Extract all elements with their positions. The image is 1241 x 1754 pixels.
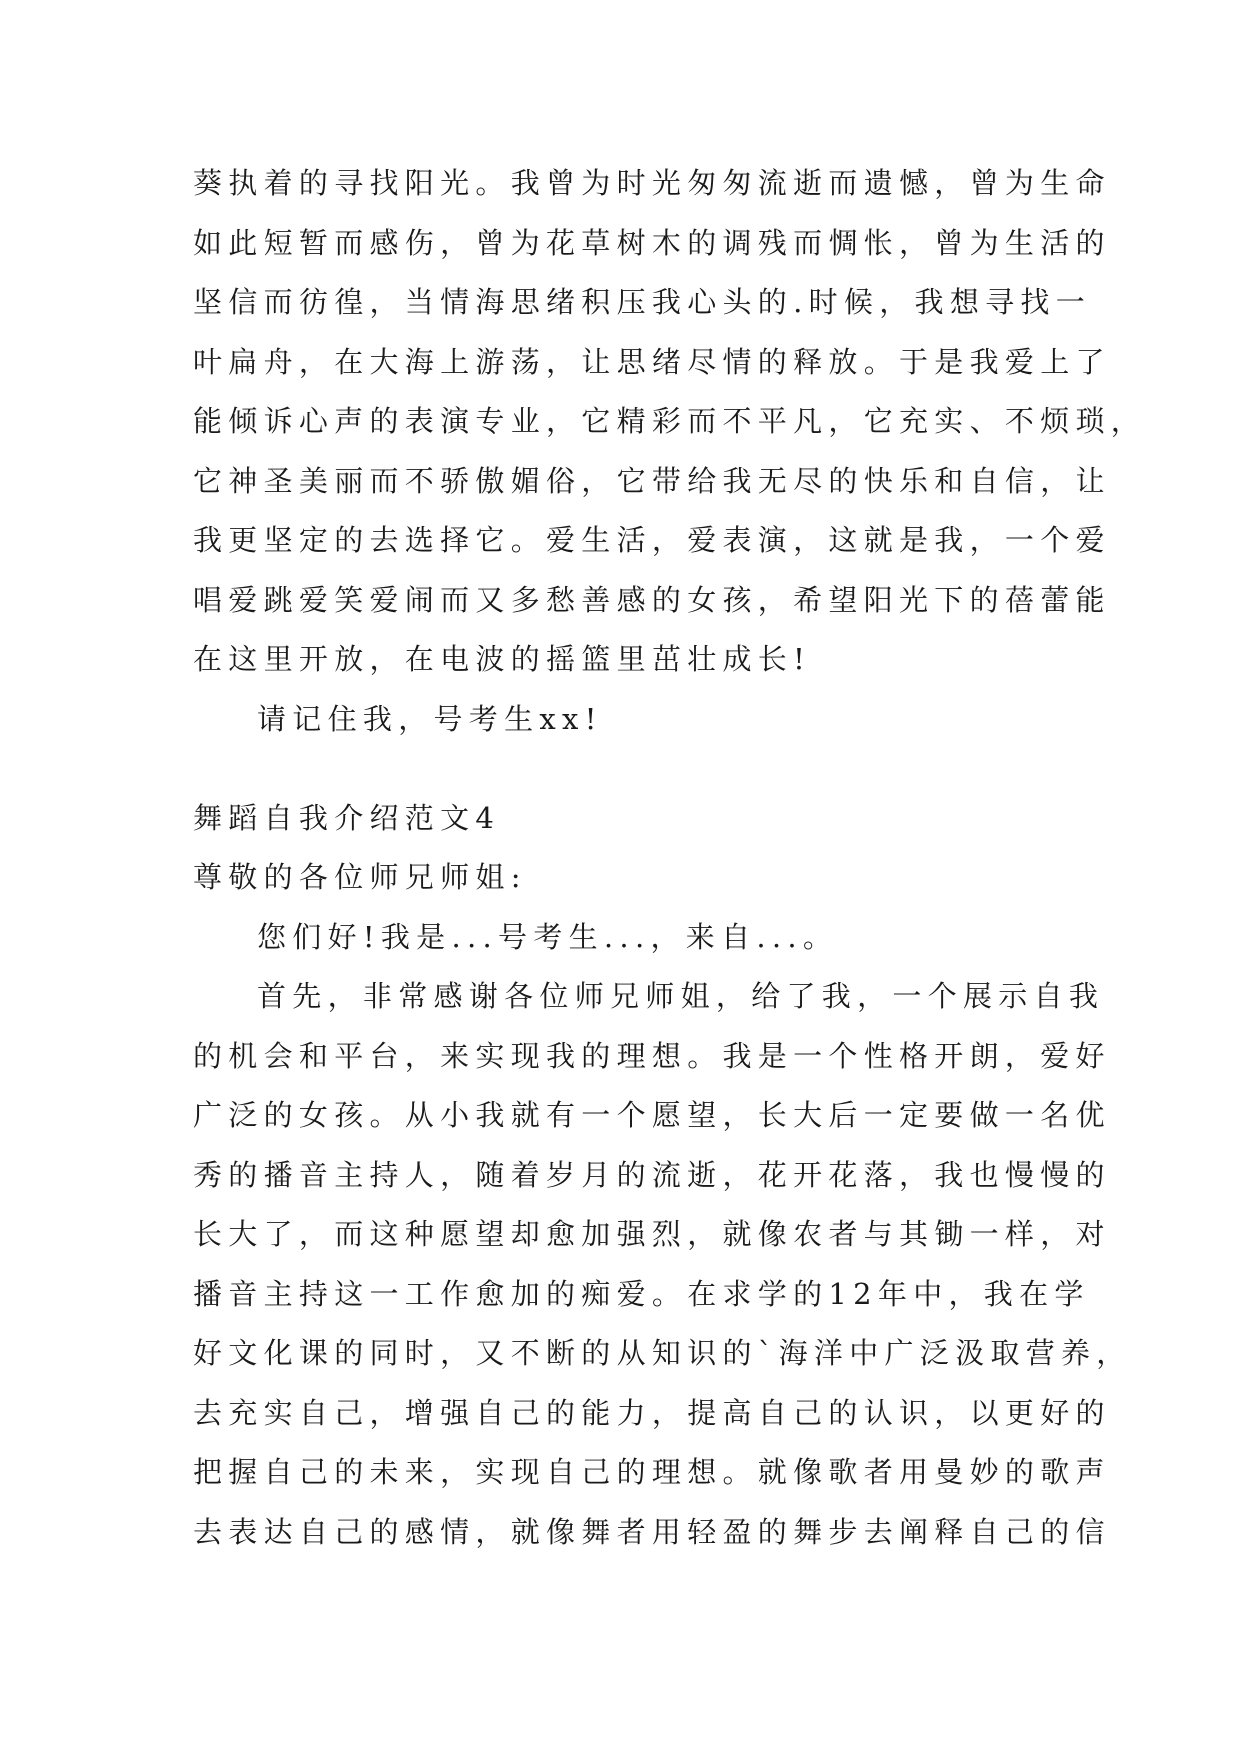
paragraph-line: 去充实自己，增强自己的能力，提高自己的认识，以更好的 xyxy=(193,1396,1111,1430)
paragraph-line: 唱爱跳爱笑爱闹而又多愁善感的女孩，希望阳光下的蓓蕾能 xyxy=(193,583,1111,617)
paragraph-line: 的机会和平台，来实现我的理想。我是一个性格开朗，爱好 xyxy=(193,1039,1111,1073)
paragraph-line: 能倾诉心声的表演专业，它精彩而不平凡，它充实、不烦琐， xyxy=(193,404,1147,438)
paragraph-line: 我更坚定的去选择它。爱生活，爱表演，这就是我，一个爱 xyxy=(193,523,1111,557)
closing-line: 请记住我，号考生xx! xyxy=(257,702,603,736)
paragraph-line: 广泛的女孩。从小我就有一个愿望，长大后一定要做一名优 xyxy=(193,1098,1111,1132)
greeting-line: 您们好!我是...号考生...，来自...。 xyxy=(257,920,839,954)
paragraph-line: 长大了，而这种愿望却愈加强烈，就像农者与其锄一样，对 xyxy=(193,1217,1111,1251)
paragraph-line: 首先，非常感谢各位师兄师姐，给了我，一个展示自我 xyxy=(257,979,1105,1013)
paragraph-line: 把握自己的未来，实现自己的理想。就像歌者用曼妙的歌声 xyxy=(193,1455,1111,1489)
paragraph-line: 坚信而彷徨，当情海思绪积压我心头的.时候，我想寻找一 xyxy=(193,285,1092,319)
paragraph-line: 播音主持这一工作愈加的痴爱。在求学的12年中，我在学 xyxy=(193,1277,1090,1311)
paragraph-line: 去表达自己的感情，就像舞者用轻盈的舞步去阐释自己的信 xyxy=(193,1515,1111,1549)
paragraph-line: 它神圣美丽而不骄傲媚俗，它带给我无尽的快乐和自信，让 xyxy=(193,464,1111,498)
paragraph-line: 秀的播音主持人，随着岁月的流逝，花开花落，我也慢慢的 xyxy=(193,1158,1111,1192)
paragraph-line: 葵执着的寻找阳光。我曾为时光匆匆流逝而遗憾，曾为生命 xyxy=(193,166,1111,200)
paragraph-line: 叶扁舟，在大海上游荡，让思绪尽情的释放。于是我爱上了 xyxy=(193,345,1111,379)
paragraph-line: 在这里开放，在电波的摇篮里茁壮成长! xyxy=(193,642,812,676)
paragraph-line: 好文化课的同时，又不断的从知识的`海洋中广泛汲取营养， xyxy=(193,1336,1132,1370)
salutation: 尊敬的各位师兄师姐: xyxy=(193,860,527,894)
section-title: 舞蹈自我介绍范文4 xyxy=(193,801,501,835)
paragraph-line: 如此短暂而感伤，曾为花草树木的调残而惆怅，曾为生活的 xyxy=(193,226,1111,260)
